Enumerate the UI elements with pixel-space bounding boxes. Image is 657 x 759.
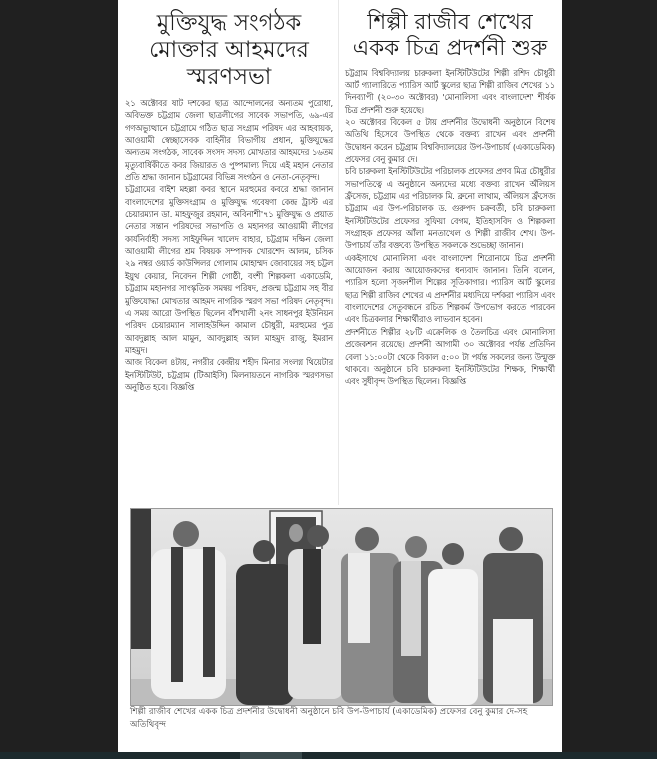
paragraph: একইসাথে মোনালিসা এবং বাংলাদেশ শিরোনামে চিত্র প্রদর্শনী আয়োজন করায় আয়োজকদের ধন্যবাদ জানান। তিনি বলেন, প্যারিস হলো সৃজনশীল শিল্পের সূতিকাগার। প্যারিস আর্ট স্কুলের ছাত্র শিল্পী রাজিব শেখের এ প্রদর্শনীর মধ্যদিয়ে দর্শকরা প্যারিস এবং বাংলাদেশের সেতুবন্ধনে রচিত শিল্পকর্ম উপভোগ করতে পারবেন এবং চিত্রকলার শিক্ষার্থীরাও লাভবান হবেন। <box>345 252 555 325</box>
paragraph: প্রদর্শনীতে শিল্পীর ২৮টি এক্রেলিক ও তৈলচিত্র এবং মোনালিসা প্রজেকশন রয়েছে। প্রদর্শনী আগামী ৩০ অক্টোবর পর্যন্ত প্রতিদিন বেলা ১১:০০টা থেকে বিকাল ৫:০০ টা পর্যন্ত সকলের জন্য উন্মুক্ত থাকবে। অনুষ্ঠানে চবি চারুকলা ইনস্টিটিউটের শিক্ষক, শিক্ষার্থী এবং সুধীবৃন্দ উপস্থিত ছিলেন। বিজ্ঞপ্তি <box>345 326 555 387</box>
headline-line: স্মরণসভা <box>186 64 272 90</box>
article-left-body <box>125 97 333 393</box>
headline-line: মুক্তিযুদ্ধ সংগঠক <box>156 10 302 36</box>
group-photo-image <box>131 509 552 705</box>
viewer-bottom-bar <box>0 752 657 759</box>
person <box>236 540 294 705</box>
person <box>483 527 543 704</box>
paragraph: ২০ অক্টোবর বিকেল ৫ টায় প্রদর্শনীর উদ্বোধনী অনুষ্ঠানে বিশেষ অতিথি হিসেবে উপস্থিত থেকে বক্তব্য রাখেন এবং প্রদর্শনী উদ্বোধন করেন চট্টগ্রাম বিশ্ববিদ্যালয়ের উপ-উপাচার্য (একাডেমিক) প্রফেসর বেনু কুমার দে। <box>345 116 555 164</box>
group-photo <box>130 508 553 706</box>
door-frame <box>131 509 151 649</box>
newspaper-page <box>118 0 562 752</box>
person <box>288 525 343 699</box>
paragraph: ২১ অক্টোবর ষাট দশকের ছাত্র আন্দোলনের অন্যতম পুরোধা, অবিভক্ত চট্টগ্রাম জেলা ছাত্রলীগের সাবেক সভাপতি, ৬৯-এর গণঅভ্যুত্থানে চট্টগ্রামে গঠিত ছাত্র সংগ্রাম পরিষদ এর আহবায়ক, আওয়ামী স্বেচ্ছাসেবক বাহিনীর বিভাগীয় প্রধান, মুক্তিযুদ্ধের অন্যতম সংগঠক, সাবেক সংসদ সদস্য মোখতার আহমদের ১৬তম মৃত্যুবার্ষিকীতে কবর জিয়ারত ও পুষ্পমাল্য দিয়ে এই মহান নেতার প্রতি শ্রদ্ধা জানান চট্টগ্রামের বিভিন্ন সংগঠন ও নেতা-নেতৃবৃন্দ। <box>125 98 333 183</box>
article-left-headline <box>125 0 333 91</box>
paragraph: আজ বিকেল ৪টায়, নগরীর কেন্দ্রীয় শহীদ মিনার সংলগ্ন থিয়েটার ইনস্টিটিউট, চট্টগ্রাম (টিআইসি) মিলনায়তনে নাগরিক স্মরণসভা অনুষ্ঠিত হবে। বিজ্ঞপ্তি <box>125 357 333 392</box>
headline-line: শিল্পী রাজীব শেখের <box>367 10 533 35</box>
paragraph: চট্টগ্রামের বাইশ মহল্লা কবর স্থানে মরহুমের কবরে শ্রদ্ধা জানান বাংলাদেশের মুক্তিসংগ্রাম ও মুক্তিযুদ্ধ গবেষণা কেন্দ্র ট্রাস্ট এর চেয়ারম্যান ডা. মাহফুজুর রহমান, অবিনাশী'৭১ মুক্তিযুদ্ধ ও প্রয়াত নেতার সন্তান পরিষদের সভাপতি ও মহানগর আওয়ামী লীগের কার্যনির্বাহী সদস্য সাইফুদ্দিন খালেদ বাহার, চট্টগ্রাম দক্ষিন জেলা আওয়ামী লীগের শ্রম বিষয়ক সম্পাদক খোরশেদ আলম, চসিক ২৯ নম্বর ওয়ার্ড কাউন্সিলর গোলাম মোহাম্মদ জোবায়ের সহ চট্টল ইয়ুথ কেয়ার, নিবেদন শিল্পী গোষ্ঠী, বংশী শিল্পকলা একাডেমি, চট্টগ্রাম মহানগর সাংস্কৃতিক সমন্বয় পরিষদ, প্রজন্ম চট্টগ্রাম সহ বীর মুক্তিযোদ্ধা মোখতার আহমদ নাগরিক স্মরণ সভা পরিষদ নেতৃবৃন্দ। এ সময় আরো উপস্থিত ছিলেন বাঁশখালী ২নং সাধনপুর ইউনিয়ন পরিষদ চেয়ারম্যান সালাহউদ্দিন কামাল চৌধুরী, মরহুমের পুত্র আবদুল্লাহ আল মামুন, আবদুল্লাহ আল মাহমুদ রাজু, ইমরান মাহমুদ। <box>125 184 333 355</box>
article-right <box>345 0 555 388</box>
article-right-headline <box>345 0 555 62</box>
paragraph: চট্টগ্রাম বিশ্ববিদ্যালয় চারুকলা ইনস্টিটিউটের শিল্পী রশিদ চৌধুরী আর্ট গ্যালারিতে প্যারিস আর্ট স্কুলের ছাত্র শিল্পী রাজিব শেখের ১১ দিনব্যাপী (২০-৩০ অক্টোবর) 'মোনালিসা এবং বাংলাদেশ' শীর্ষক চিত্র প্রদর্শনী শুরু হয়েছে। <box>345 67 555 115</box>
article-right-body <box>345 67 555 388</box>
headline-line: মোক্তার আহমদের <box>149 37 309 63</box>
photo-caption: শিল্পী রাজীব শেখের একক চিত্র প্রদর্শনীর উদ্বোধনী অনুষ্ঠানে চবি উপ-উপাচার্য (একাডেমিক) প্রফেসর বেনু কুমার দে-সহ অতিথিবৃন্দ <box>130 707 528 730</box>
scrollbar-thumb[interactable] <box>240 752 302 759</box>
person <box>341 527 399 703</box>
column-divider <box>338 0 339 505</box>
paragraph: চবি চারুকলা ইনস্টিটিউটের পরিচালক প্রফেসর প্রণব মিত্র চৌধুরীর সভাপতিত্বে এ অনুষ্ঠানে অন্যদের মধ্যে বক্তব্য রাখেন অঁলিয়স ফ্রঁসেজ, চট্টগ্রাম এর পরিচালক মি. ব্রুনো লাথাম, অঁলিয়স ফ্রঁসেজ চট্টগ্রাম এর উপ-পরিচালক ড. গুরুপদ চক্রবর্তী, চবি চারুকলা ইনস্টিটিউটের প্রফেসর সুফিয়া বেগম, ইতিহাসবিদ ও শিল্পকলা সংগ্রাহক প্রফেসর আঁলা মনতাখেল ও শিল্পী রাজীব শেখ। উপ-উপাচার্য তাঁর বক্তব্যে উপস্থিত সকলকে শুভেচ্ছা জানান। <box>345 166 555 251</box>
article-left <box>125 0 333 393</box>
headline-line: একক চিত্র প্রদর্শনী শুরু <box>352 35 548 61</box>
